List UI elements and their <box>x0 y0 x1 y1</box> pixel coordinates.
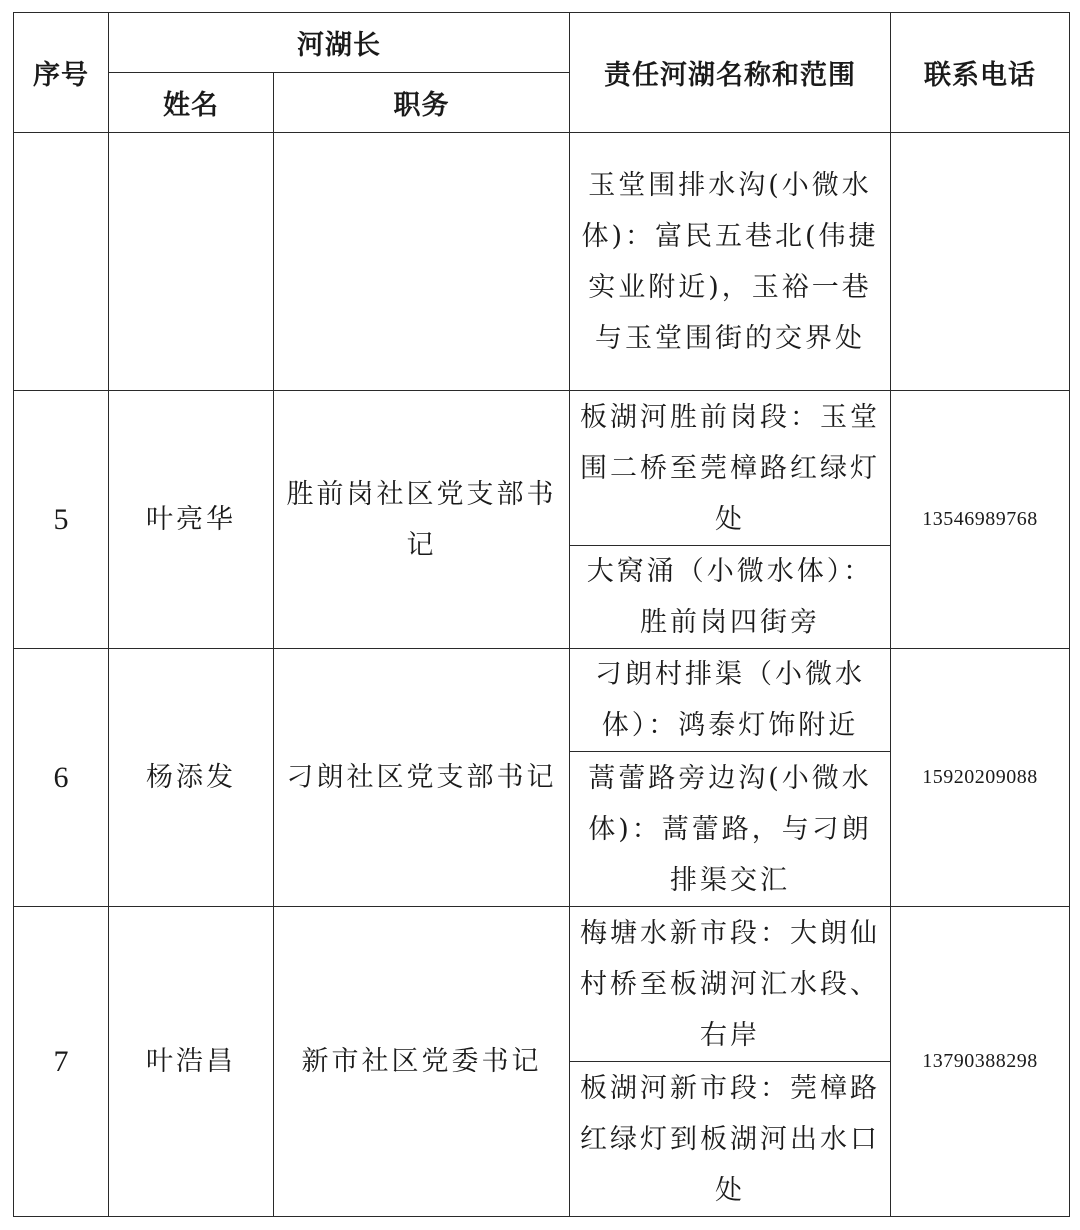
header-seq: 序号 <box>14 13 109 133</box>
table-row <box>14 133 1070 391</box>
river-chief-table <box>13 12 1070 1217</box>
table-row <box>14 649 1070 752</box>
scope-cell: 梅塘水新市段：大朗仙村桥至板湖河汇水段、右岸 <box>570 907 891 1062</box>
name-cell: 杨添发 <box>109 649 274 907</box>
seq-cell: 6 <box>14 649 109 907</box>
table-row <box>14 391 1070 546</box>
scope-cell: 蒿蕾路旁边沟(小微水体)：蒿蕾路，与刁朗排渠交汇 <box>570 752 891 907</box>
name-cell <box>109 133 274 391</box>
phone-cell: 13790388298 <box>891 907 1070 1217</box>
seq-cell <box>14 133 109 391</box>
position-cell: 胜前岗社区党支部书记 <box>274 391 570 649</box>
scope-cell: 板湖河新市段：莞樟路红绿灯到板湖河出水口处 <box>570 1062 891 1217</box>
position-cell <box>274 133 570 391</box>
scope-cell: 大窝涌（小微水体）：胜前岗四街旁 <box>570 546 891 649</box>
phone-cell: 15920209088 <box>891 649 1070 907</box>
header-scope: 责任河湖名称和范围 <box>570 13 891 133</box>
phone-cell: 13546989768 <box>891 391 1070 649</box>
header-position: 职务 <box>274 73 570 133</box>
scope-cell: 玉堂围排水沟(小微水体)：富民五巷北(伟捷实业附近)，玉裕一巷与玉堂围街的交界处 <box>570 133 891 391</box>
position-cell: 新市社区党委书记 <box>274 907 570 1217</box>
scope-cell: 刁朗村排渠（小微水体）：鸿泰灯饰附近 <box>570 649 891 752</box>
header-phone: 联系电话 <box>891 13 1070 133</box>
seq-cell: 5 <box>14 391 109 649</box>
phone-cell <box>891 133 1070 391</box>
table-row <box>14 907 1070 1062</box>
name-cell: 叶浩昌 <box>109 907 274 1217</box>
header-name: 姓名 <box>109 73 274 133</box>
header-chief-group: 河湖长 <box>109 13 570 73</box>
name-cell: 叶亮华 <box>109 391 274 649</box>
scope-cell: 板湖河胜前岗段：玉堂围二桥至莞樟路红绿灯处 <box>570 391 891 546</box>
header-row-1 <box>14 13 1070 73</box>
seq-cell: 7 <box>14 907 109 1217</box>
position-cell: 刁朗社区党支部书记 <box>274 649 570 907</box>
